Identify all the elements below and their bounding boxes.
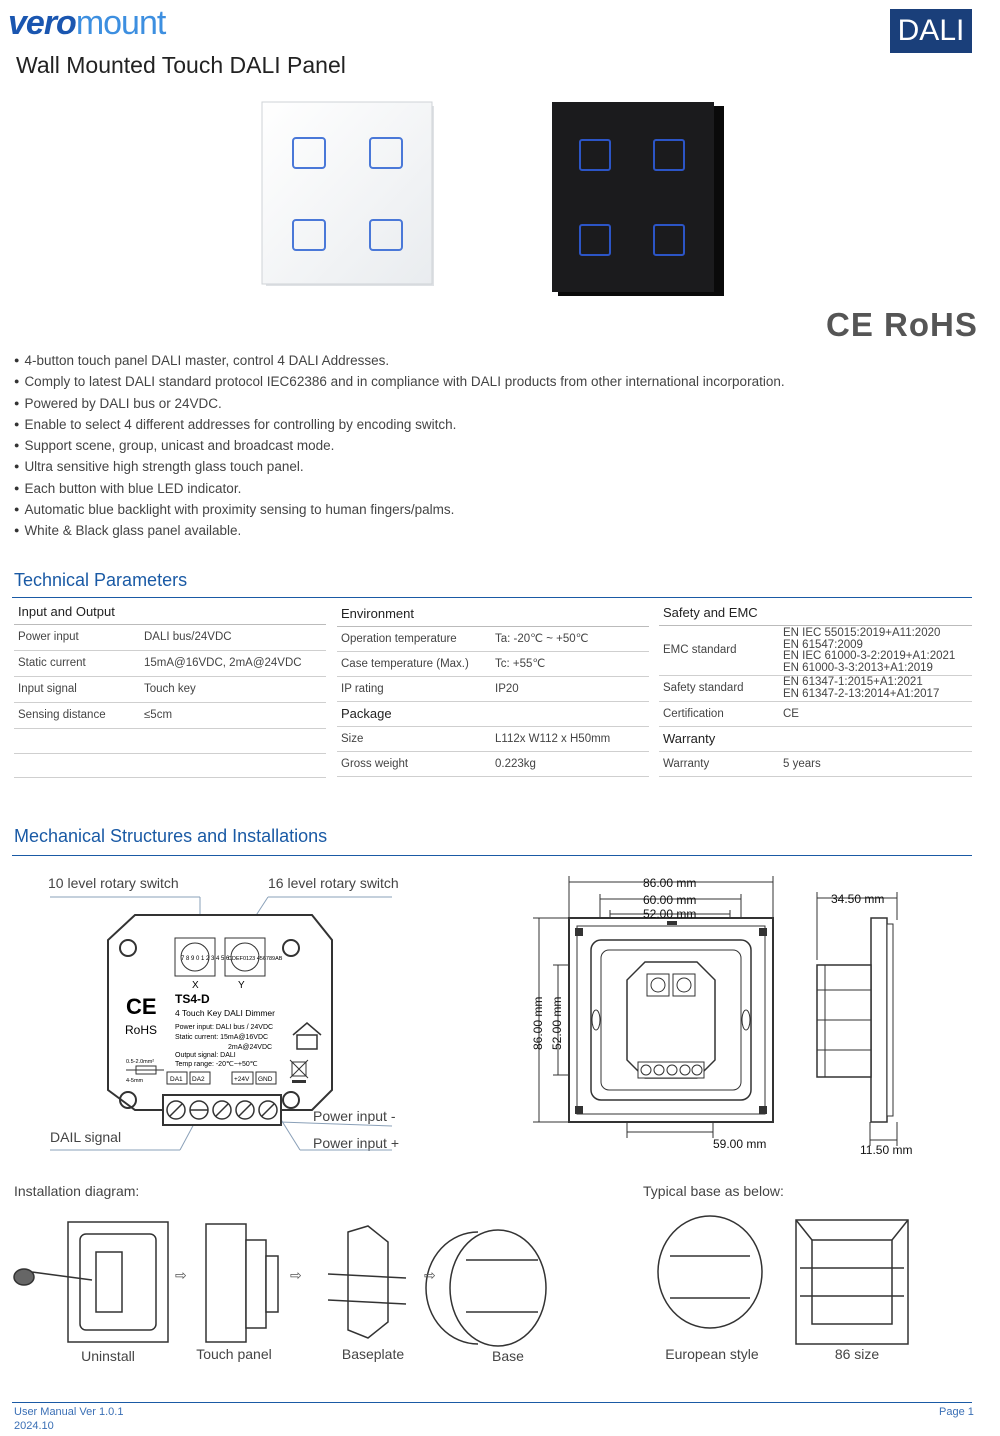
page-title: Wall Mounted Touch DALI Panel xyxy=(16,52,346,78)
table-row: Gross weight 0.223kg xyxy=(337,752,649,777)
device-model: TS4-D xyxy=(175,992,210,1006)
install-label: Installation diagram: xyxy=(14,1183,140,1199)
warranty-title: Warranty xyxy=(659,727,972,752)
table-row: IP rating IP20 xyxy=(337,677,649,702)
feature-item: ● 4-button touch panel DALI master, control 4 DALI Addresses. xyxy=(14,350,785,371)
dim-86-height: 86.00 mm xyxy=(531,996,545,1050)
environment-table xyxy=(337,602,649,777)
table-row: Certification CE xyxy=(659,702,972,727)
feature-item: ● Automatic blue backlight with proximity sensing to human fingers/palms. xyxy=(14,499,785,520)
arrow-icon: ⇨ xyxy=(290,1267,302,1283)
dim-52-height: 52.00 mm xyxy=(550,996,564,1050)
step-caption: Uninstall xyxy=(81,1348,135,1364)
base-caption: European style xyxy=(665,1346,759,1362)
ce-rohs-mark: CE RoHS xyxy=(826,306,978,343)
feature-item: ● Ultra sensitive high strength glass touch panel. xyxy=(14,456,785,477)
table-row: Power input DALI bus/24VDC xyxy=(14,625,326,651)
label-10-level: 10 level rotary switch xyxy=(48,875,179,891)
terminal-label: DA1 xyxy=(170,1076,183,1083)
table-row: Input signal Touch key xyxy=(14,677,326,703)
device-spec: Output signal: DALI xyxy=(175,1052,236,1059)
safety-table xyxy=(659,601,972,777)
dim-86-width: 86.00 mm xyxy=(643,876,697,890)
device-label-diagram xyxy=(40,890,410,1160)
terminal-label: +24V xyxy=(234,1076,250,1083)
feature-item: ● Support scene, group, unicast and broadcast mode. xyxy=(14,435,785,456)
terminal-label: DA2 xyxy=(192,1076,205,1083)
table-row xyxy=(14,754,326,778)
mech-rule xyxy=(12,855,972,856)
label-power-minus: Power input - xyxy=(313,1108,396,1124)
typical-base-label: Typical base as below: xyxy=(643,1183,784,1199)
mech-heading: Mechanical Structures and Installations xyxy=(14,826,328,846)
feature-item: ● Each button with blue LED indicator. xyxy=(14,478,785,499)
feature-list xyxy=(14,350,785,542)
terminal-label: GND xyxy=(258,1076,273,1083)
safety-title: Safety and EMC xyxy=(659,601,972,626)
environment-title: Environment xyxy=(337,602,649,627)
dali-badge: DALI xyxy=(890,9,972,53)
step-caption: Base xyxy=(492,1348,524,1364)
label-power-plus: Power input + xyxy=(313,1135,399,1151)
dimension-drawing xyxy=(525,870,925,1160)
label-16-level: 16 level rotary switch xyxy=(268,875,399,891)
step-caption: Touch panel xyxy=(196,1346,272,1362)
typical-bases-diagram xyxy=(650,1212,920,1352)
input-output-table xyxy=(14,600,326,778)
ce-mark: CE xyxy=(126,994,157,1019)
feature-item: ● Enable to select 4 different addresses for controlling by encoding switch. xyxy=(14,414,785,435)
dial-10-label: 7 8 9 0 1 2 3 4 5 6 xyxy=(181,956,230,962)
table-row: Static current 15mA@16VDC, 2mA@24VDC xyxy=(14,651,326,677)
dim-52-width: 52.00 mm xyxy=(643,907,697,921)
step-caption: Baseplate xyxy=(341,1346,405,1362)
table-row: Safety standard EN 61347-1:2015+A1:2021 EN 61347-2-13:2014+A1:2017 xyxy=(659,676,972,702)
wire-spec: 0.5-2.0mm² xyxy=(126,1059,155,1065)
installation-steps-diagram xyxy=(10,1212,570,1352)
wire-spec: 4-5mm xyxy=(126,1078,144,1084)
arrow-icon: ⇨ xyxy=(175,1267,187,1283)
input-output-title: Input and Output xyxy=(14,600,326,625)
dial-y-label: Y xyxy=(238,980,245,991)
footer-page: Page 1 xyxy=(939,1406,974,1418)
dim-34-5: 34.50 mm xyxy=(831,892,885,906)
device-spec: Temp range: -20℃~+50℃ xyxy=(175,1061,258,1068)
device-spec: Power input: DALI bus / 24VDC xyxy=(175,1024,274,1031)
tech-heading: Technical Parameters xyxy=(14,570,188,590)
rohs-mark: RoHS xyxy=(125,1023,158,1037)
table-row: Size L112x W112 x H50mm xyxy=(337,727,649,752)
label-dali-signal: DAIL signal xyxy=(50,1129,122,1145)
package-title: Package xyxy=(337,702,649,727)
tech-rule xyxy=(12,597,972,598)
feature-item: ● White & Black glass panel available. xyxy=(14,520,785,541)
base-caption: 86 size xyxy=(834,1346,880,1362)
dim-59: 59.00 mm xyxy=(713,1137,767,1151)
table-row: Operation temperature Ta: -20℃ ~ +50℃ xyxy=(337,627,649,652)
device-spec: 2mA@24VDC xyxy=(228,1044,273,1051)
table-row: Case temperature (Max.) Tc: +55℃ xyxy=(337,652,649,677)
arrow-icon: ⇨ xyxy=(424,1267,436,1283)
device-desc: 4 Touch Key DALI Dimmer xyxy=(175,1008,275,1018)
table-row: Sensing distance ≤5cm xyxy=(14,703,326,729)
dial-x-label: X xyxy=(192,980,199,991)
footer-date: 2024.10 xyxy=(14,1420,54,1432)
feature-item: ● Comply to latest DALI standard protocol IEC62386 and in compliance with DALI products from other international incorporation. xyxy=(14,371,785,392)
dim-11-5: 11.50 mm xyxy=(860,1143,913,1157)
table-row xyxy=(14,729,326,754)
feature-item: ● Powered by DALI bus or 24VDC. xyxy=(14,393,785,414)
dial-16-label: CDEF0123 456789AB xyxy=(228,956,283,962)
table-row: Warranty 5 years xyxy=(659,752,972,777)
footer-version: User Manual Ver 1.0.1 xyxy=(14,1406,124,1418)
footer-rule xyxy=(12,1402,972,1403)
device-spec: Static current: 15mA@16VDC xyxy=(175,1034,269,1041)
dim-60-width: 60.00 mm xyxy=(643,893,697,907)
black-panel-image xyxy=(550,100,730,300)
white-panel-image xyxy=(260,100,440,290)
brand-logo: veromount xyxy=(8,4,166,42)
table-row: EMC standard EN IEC 55015:2019+A11:2020 EN 61547:2009 EN IEC 61000-3-2:2019+A1:2021 EN 61000-3-3:2013+A1:2019 xyxy=(659,626,972,676)
